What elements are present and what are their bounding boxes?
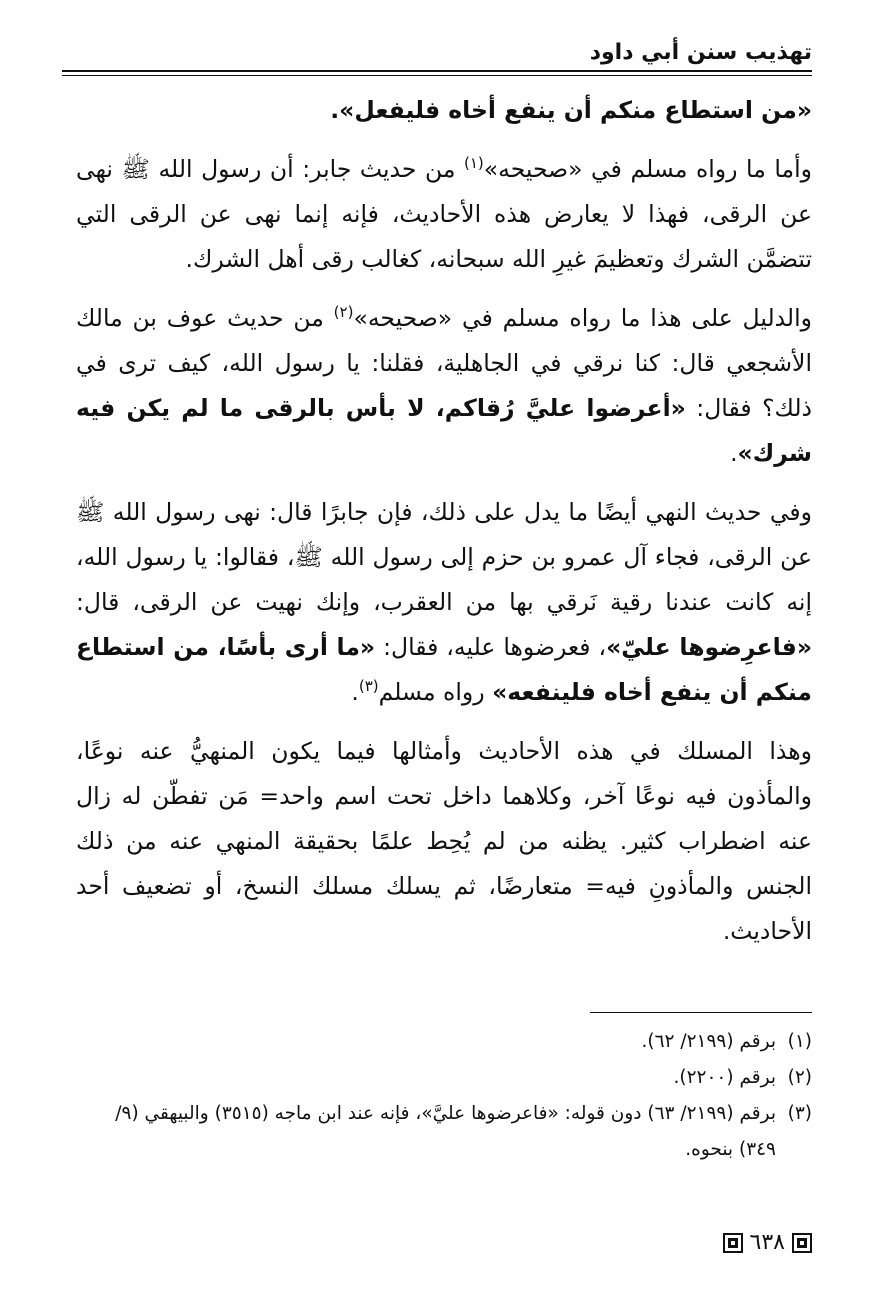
paragraph-5: وهذا المسلك في هذه الأحاديث وأمثالها فيما يكون المنهيُّ عنه نوعًا، والمأذون فيه نوعًا آخر، وكلاهما داخل تحت اسم واحد= مَن تفطّن له زال عنه اضطراب كثير. يظنه من لم يُحِط علمًا بحقيقة المنهي عنه من ذلك الجنس والمأذونِ فيه= متعارضًا، ثم يسلك مسلك النسخ، أو تضعيف أحد الأحاديث.: [76, 737, 812, 945]
running-header: [62, 38, 812, 68]
paragraph-3-text-c: .: [730, 439, 738, 467]
hadith-quote-bold-1: «فاعرِضوها عليّ»: [606, 633, 812, 661]
footnote-1: [76, 1024, 812, 1060]
paragraph-4-text-c: رواه مسلم: [378, 678, 493, 706]
hadith-quote-bold: «أعرضوا عليَّ رُقاكم، لا بأس بالرقى ما لم يكن فيه شرك»: [76, 394, 812, 467]
footnote-text: برقم (٢٢٠٠).: [673, 1067, 776, 1088]
paragraph-2-text-b: من حديث جابر: أن رسول الله ﷺ نهى عن الرقى، فهذا لا يعارض هذه الأحاديث، فإنه إنما نهى عن الرقى التي تتضمَّن الشرك وتعظيمَ غيرِ الله سبحانه، كغالب رقى أهل الشرك.: [76, 155, 812, 273]
paragraph-4-text-b: ، فعرضوها عليه، فقال:: [375, 633, 607, 661]
paragraph-2: [76, 147, 812, 282]
footnote-ref-1: (١): [463, 154, 484, 173]
ornament-icon: [723, 1233, 743, 1253]
page-number-block: [700, 1228, 812, 1258]
footnote-number: (٢): [787, 1067, 812, 1088]
footnote-text: برقم (٢١٩٩/ ٦٢).: [641, 1031, 776, 1052]
ornament-icon: [792, 1233, 812, 1253]
footnote-ref-2: (٢): [333, 303, 354, 322]
paragraph-3-text-a: والدليل على هذا ما رواه مسلم في «صحيحه»: [353, 304, 812, 332]
header-rule-thin: [62, 75, 812, 76]
footnotes: [76, 1024, 812, 1168]
header-rule-thick: [62, 70, 812, 72]
footnote-3: [76, 1096, 812, 1168]
footnote-text: برقم (٢١٩٩/ ٦٣) دون قوله: «فاعرضوها عليَّ»، فإنه عند ابن ماجه (٣٥١٥) والبيهقي (٩/ ٣٤٩) بنحوه.: [115, 1103, 776, 1160]
paragraph-4: [76, 490, 812, 715]
paragraph-2-text-a: وأما ما رواه مسلم في «صحيحه»: [483, 155, 812, 183]
book-title: تهذيب سنن أبي داود: [589, 40, 812, 65]
paragraph-3: [76, 296, 812, 476]
paragraph-4-text-d: .: [351, 678, 359, 706]
paragraph-3-text-b: من حديث عوف بن مالك الأشجعي قال: كنا نرقي في الجاهلية، فقلنا: يا رسول الله، كيف ترى في ذلك؟ فقال:: [76, 304, 812, 422]
footnote-number: (١): [787, 1031, 812, 1052]
footnote-ref-3: (٣): [358, 677, 379, 696]
footnote-number: (٣): [787, 1103, 812, 1124]
footnote-separator: [590, 1012, 812, 1013]
main-text: [76, 88, 812, 968]
footnote-2: [76, 1060, 812, 1096]
page-number: ٦٣٨: [749, 1230, 785, 1255]
hadith-quote-bold-2: «ما أرى بأسًا، من استطاع منكم أن ينفع أخاه فلينفعه»: [76, 633, 812, 706]
paragraph-1: «من استطاع منكم أن ينفع أخاه فليفعل».: [330, 96, 812, 124]
paragraph-4-text-a: وفي حديث النهي أيضًا ما يدل على ذلك، فإن جابرًا قال: نهى رسول الله ﷺ عن الرقى، فجاء آل عمرو بن حزم إلى رسول الله ﷺ، فقالوا: يا رسول الله، إنه كانت عندنا رقية نَرقي بها من العقرب، وإنك نهيت عن الرقى، قال:: [76, 498, 812, 616]
